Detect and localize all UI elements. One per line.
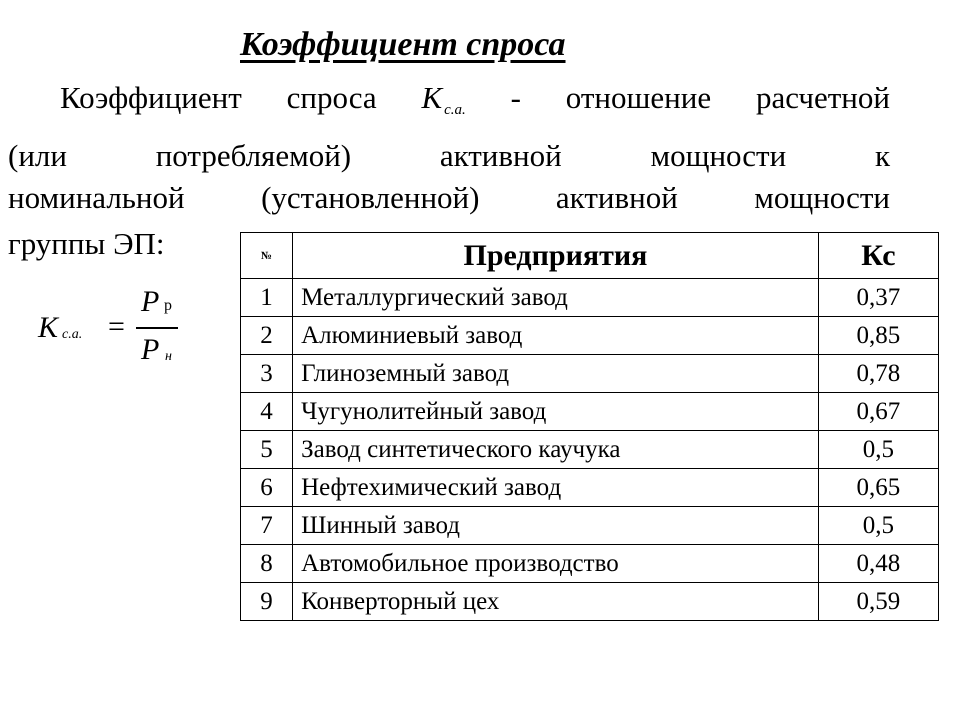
word: к: [874, 138, 890, 173]
symbol-k: К: [421, 80, 443, 115]
row-kc: 0,67: [818, 393, 938, 431]
formula-lhs-subscript: с.а.: [62, 327, 83, 342]
word: потребляемой): [155, 138, 352, 173]
word: мощности: [650, 138, 787, 173]
row-enterprise: Алюминиевый завод: [293, 317, 819, 355]
row-number: 4: [241, 393, 293, 431]
row-kc: 0,5: [818, 507, 938, 545]
row-enterprise: Металлургический завод: [293, 279, 819, 317]
symbol-k-ca: [422, 80, 466, 116]
table-row: [241, 507, 939, 545]
row-number: 5: [241, 431, 293, 469]
row-kc: 0,78: [818, 355, 938, 393]
symbol-subscript: с.а.: [444, 102, 466, 118]
word: мощности: [754, 180, 890, 215]
formula-denominator: P: [141, 333, 160, 366]
table-row: [241, 279, 939, 317]
formula-denominator-subscript: н: [165, 349, 172, 364]
word: активной: [439, 138, 562, 173]
table-header-row: [241, 233, 939, 279]
formula-numerator: P: [141, 285, 160, 318]
word: -: [510, 80, 521, 115]
paragraph-line-1: [60, 80, 890, 116]
table-row: [241, 469, 939, 507]
word: спроса: [286, 80, 377, 115]
slide-title: Коэффициент спроса: [240, 26, 566, 63]
row-number: 9: [241, 583, 293, 621]
paragraph-line-2: [8, 138, 890, 174]
row-enterprise: Автомобильное производство: [293, 545, 819, 583]
word: Коэффициент: [60, 80, 242, 115]
table-row: [241, 583, 939, 621]
row-kc: 0,65: [818, 469, 938, 507]
table-row: [241, 431, 939, 469]
row-enterprise: Глиноземный завод: [293, 355, 819, 393]
table-row: [241, 393, 939, 431]
row-number: 1: [241, 279, 293, 317]
paragraph-line-3: [8, 180, 890, 216]
row-number: 3: [241, 355, 293, 393]
row-enterprise: Конверторный цех: [293, 583, 819, 621]
enterprises-table: [240, 232, 939, 621]
header-enterprise: Предприятия: [293, 233, 819, 279]
formula-equals: =: [108, 310, 125, 343]
table-row: [241, 545, 939, 583]
word: номинальной: [8, 180, 185, 215]
fraction-bar: [136, 327, 178, 329]
header-kc: Кс: [818, 233, 938, 279]
paragraph-line-4: группы ЭП:: [8, 226, 165, 261]
row-enterprise: Завод синтетического каучука: [293, 431, 819, 469]
row-number: 7: [241, 507, 293, 545]
header-number: №: [241, 233, 293, 279]
row-kc: 0,5: [818, 431, 938, 469]
word: (или: [8, 138, 67, 173]
row-number: 2: [241, 317, 293, 355]
row-kc: 0,59: [818, 583, 938, 621]
row-enterprise: Чугунолитейный завод: [293, 393, 819, 431]
word: (установленной): [261, 180, 480, 215]
demand-coefficient-formula: [38, 285, 198, 375]
row-enterprise: Нефтехимический завод: [293, 469, 819, 507]
formula-numerator-subscript: р: [164, 297, 172, 314]
row-number: 6: [241, 469, 293, 507]
word: активной: [555, 180, 678, 215]
formula-lhs: К: [38, 311, 58, 344]
row-number: 8: [241, 545, 293, 583]
table-row: [241, 317, 939, 355]
word: отношение: [565, 80, 712, 115]
row-kc: 0,48: [818, 545, 938, 583]
word: расчетной: [755, 80, 890, 115]
row-enterprise: Шинный завод: [293, 507, 819, 545]
row-kc: 0,37: [818, 279, 938, 317]
table-row: [241, 355, 939, 393]
row-kc: 0,85: [818, 317, 938, 355]
